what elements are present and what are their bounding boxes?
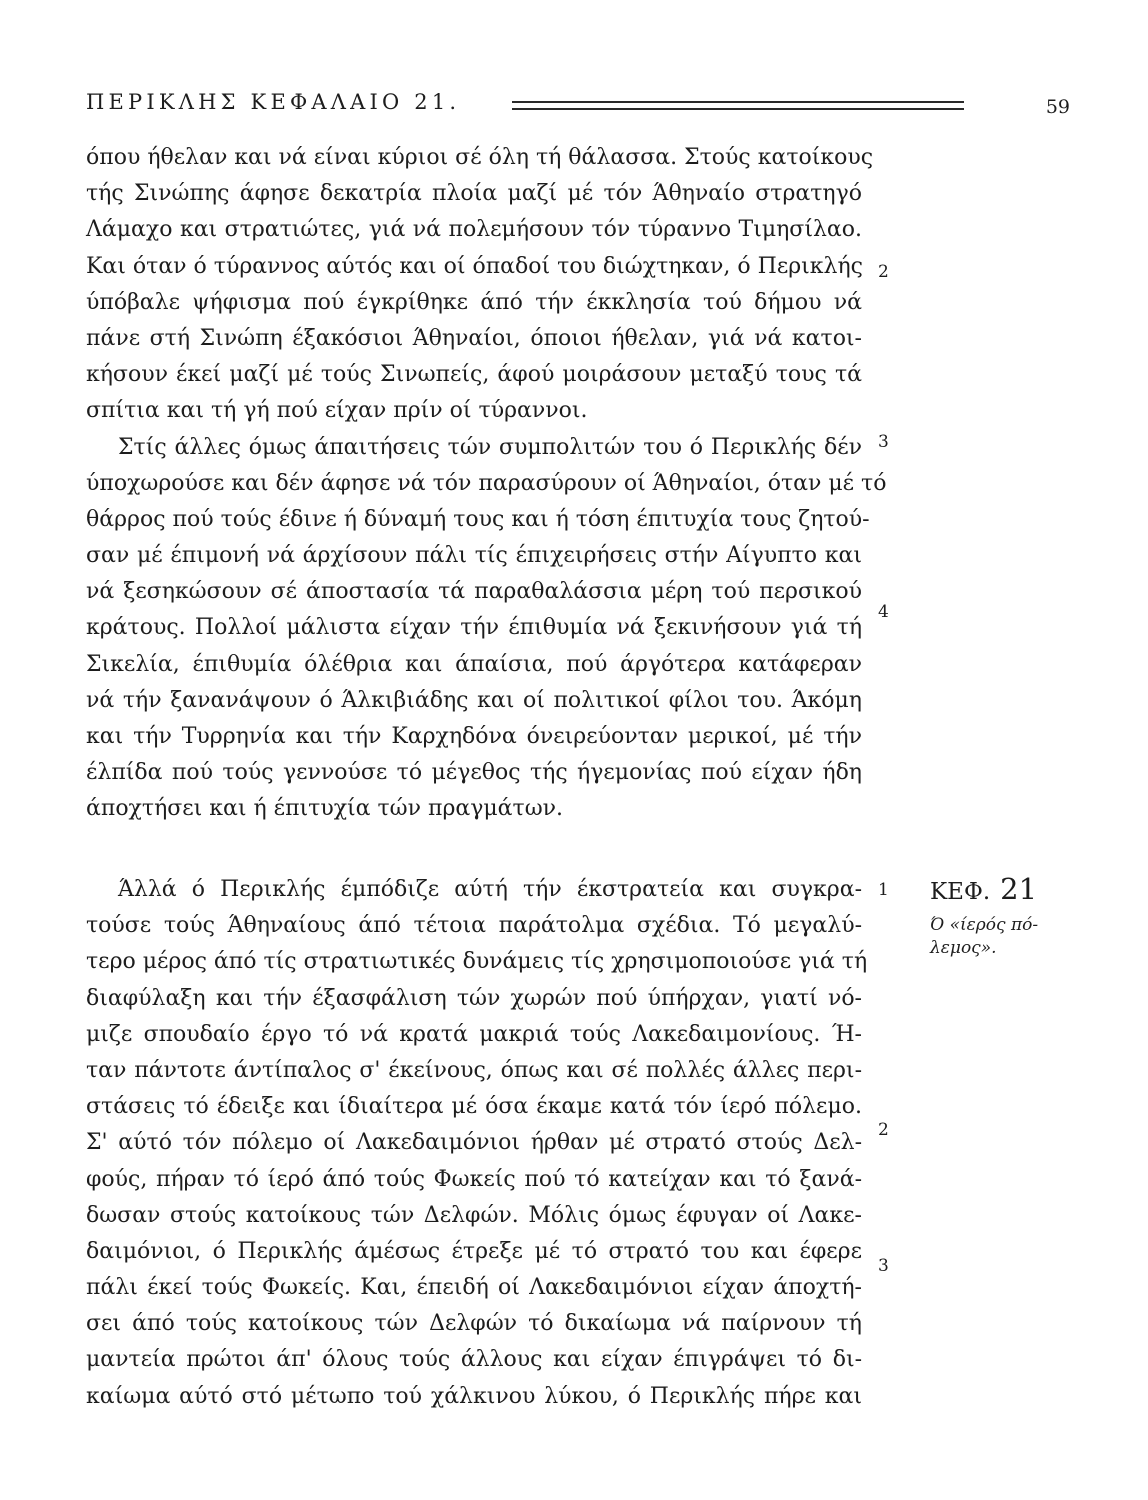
text-line: Σικελία, έπιθυμία όλέθρια και άπαίσια, πού άργότερα κατάφεραν bbox=[86, 651, 862, 677]
text-line: νά τήν ξανανάψουν ό Άλκιβιάδης και οί πολιτικοί φίλοι του. Άκόμη bbox=[86, 687, 862, 713]
text-line: στάσεις τό έδειξε και ίδιαίτερα μέ όσα έκαμε κατά τόν ίερό πόλεμο. bbox=[86, 1094, 862, 1120]
body-text bbox=[86, 140, 887, 828]
text-line: καίωμα αύτό στό μέτωπο τού χάλκινου λύκου, ό Περικλής πήρε και bbox=[86, 1383, 862, 1409]
margin-section-number: 3 bbox=[878, 1256, 889, 1276]
text-line: Στίς άλλες όμως άπαιτήσεις τών συμπολιτών του ό Περικλής δέν bbox=[118, 434, 862, 460]
page-header bbox=[86, 86, 1070, 122]
text-line: ταν πάντοτε άντίπαλος σ' έκείνους, όπως και σέ πολλές άλλες περι- bbox=[86, 1057, 862, 1083]
body-text-chapter-21 bbox=[86, 872, 868, 1415]
text-line: τής Σινώπης άφησε δεκατρία πλοία μαζί μέ τόν Άθηναίο στρατηγό bbox=[86, 181, 862, 207]
page-number: 59 bbox=[1045, 96, 1070, 118]
text-line: Και όταν ό τύραννος αύτός και οί όπαδοί του διώχτηκαν, ό Περικλής bbox=[86, 253, 863, 279]
margin-section-number: 2 bbox=[878, 262, 889, 282]
text-line: Λάμαχο και στρατιώτες, γιά νά πολεμήσουν τόν τύραννο Τιμησίλαο. bbox=[86, 217, 862, 243]
margin-section-number: 1 bbox=[878, 880, 889, 900]
text-line: και τήν Τυρρηνία και τήν Καρχηδόνα όνειρεύονταν μερικοί, μέ τήν bbox=[86, 724, 862, 749]
text-line: πάνε στή Σινώπη έξακόσιοι Άθηναίοι, όποιοι ήθελαν, γιά νά κατοι- bbox=[86, 325, 862, 351]
header-double-rule bbox=[512, 101, 964, 110]
chapter-number: 21 bbox=[1000, 872, 1038, 906]
margin-section-number: 2 bbox=[878, 1120, 889, 1140]
text-line: Σ' αύτό τόν πόλεμο οί Λακεδαιμόνιοι ήρθαν μέ στρατό στούς Δελ- bbox=[86, 1130, 862, 1156]
text-line: διαφύλαξη και τήν έξασφάλιση τών χωρών πού ύπήρχαν, γιατί νό- bbox=[86, 985, 862, 1011]
text-line: νά ξεσηκώσουν σέ άποστασία τά παραθαλάσσια μέρη τού περσικού bbox=[86, 579, 862, 605]
text-line: κράτους. Πολλοί μάλιστα είχαν τήν έπιθυμία νά ξεκινήσουν γιά τή bbox=[86, 615, 862, 641]
text-line: Άλλά ό Περικλής έμπόδιζε αύτή τήν έκστρατεία και συγκρα- bbox=[118, 877, 862, 902]
chapter-subtitle: Ό «ίερός πό-λεμος». bbox=[930, 915, 1039, 958]
chapter-label: ΚΕΦ. bbox=[930, 879, 991, 905]
text-line: άποχτήσει και ή έπιτυχία τών πραγμάτων. bbox=[86, 796, 564, 822]
chapter-heading bbox=[930, 872, 1037, 906]
text-line: έλπίδα πού τούς γεννούσε τό μέγεθος τής ήγεμονίας πού είχαν ήδη bbox=[86, 760, 862, 786]
text-line: δαιμόνιοι, ό Περικλής άμέσως έτρεξε μέ τό στρατό του και έφερε bbox=[86, 1238, 862, 1264]
text-line: πάλι έκεί τούς Φωκείς. Και, έπειδή οί Λακεδαιμόνιοι είχαν άποχτή- bbox=[86, 1275, 862, 1301]
text-line: σει άπό τούς κατοίκους τών Δελφών τό δικαίωμα νά παίρνουν τή bbox=[86, 1311, 862, 1337]
text-line: σαν μέ έπιμονή νά άρχίσουν πάλι τίς έπιχειρήσεις στήν Αίγυπτο και bbox=[86, 543, 862, 569]
text-line: ύπόβαλε ψήφισμα πού έγκρίθηκε άπό τήν έκκλησία τού δήμου νά bbox=[86, 289, 862, 315]
running-title: ΠΕΡΙΚΛΗΣ ΚΕΦΑΛΑΙΟ 21. bbox=[86, 90, 461, 114]
text-line: μαντεία πρώτοι άπ' όλους τούς άλλους και είχαν έπιγράψει τό δι- bbox=[86, 1347, 862, 1373]
text-line: θάρρος πού τούς έδινε ή δύναμή τους και ή τόση έπιτυχία τους ζητού- bbox=[86, 506, 870, 532]
margin-section-number: 4 bbox=[878, 602, 889, 622]
text-line: φούς, πήραν τό ίερό άπό τούς Φωκείς πού τό κατείχαν και τό ξανά- bbox=[86, 1166, 862, 1192]
text-line: όπου ήθελαν και νά είναι κύριοι σέ όλη τή θάλασσα. Στούς κατοίκους bbox=[86, 145, 874, 170]
text-line: τούσε τούς Άθηναίους άπό τέτοια παράτολμα σχέδια. Τό μεγαλύ- bbox=[86, 913, 862, 939]
text-line: κήσουν έκεί μαζί μέ τούς Σινωπείς, άφού μοιράσουν μεταξύ τους τά bbox=[86, 362, 862, 388]
margin-section-number: 3 bbox=[878, 432, 889, 452]
text-line: σπίτια και τή γή πού είχαν πρίν οί τύραννοι. bbox=[86, 398, 588, 424]
text-line: μιζε σπουδαίο έργο τό νά κρατά μακριά τούς Λακεδαιμονίους. Ή- bbox=[86, 1021, 862, 1047]
text-line: τερο μέρος άπό τίς στρατιωτικές δυνάμεις τίς χρησιμοποιούσε γιά τή bbox=[86, 949, 868, 975]
text-line: ύποχωρούσε και δέν άφησε νά τόν παρασύρουν οί Άθηναίοι, όταν μέ τό bbox=[86, 470, 887, 496]
text-line: δωσαν στούς κατοίκους τών Δελφών. Μόλις όμως έφυγαν οί Λακε- bbox=[86, 1202, 862, 1228]
